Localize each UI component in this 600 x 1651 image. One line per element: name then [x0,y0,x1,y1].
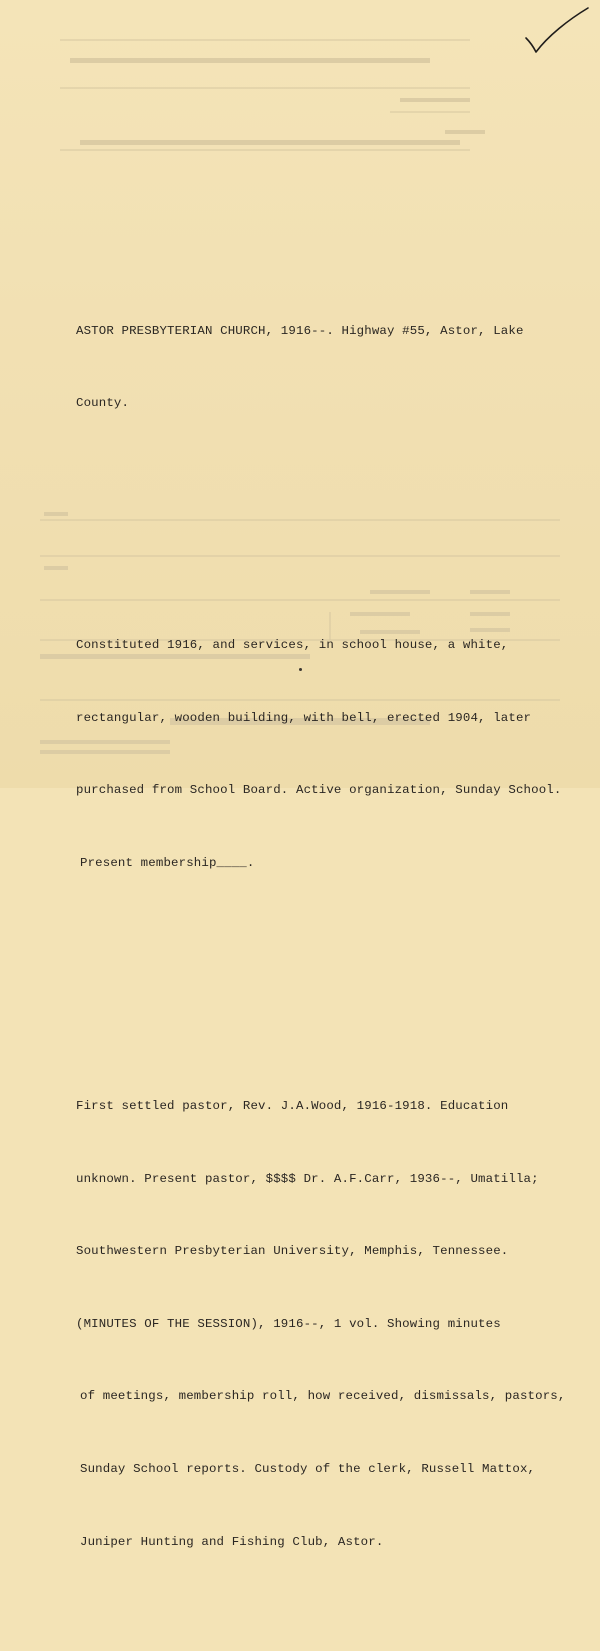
pastor-records-paragraph [76,1046,576,1603]
text-line: (MINUTES OF THE SESSION), 1916--, 1 vol. Showing minutes [76,1316,501,1331]
text-line: purchased from School Board. Active organization, Sunday School. [76,783,562,798]
checkmark-icon [522,6,592,56]
text-line: Sunday School reports. Custody of the clerk, Russell Mattox, [80,1461,536,1476]
paragraph-gap [76,972,576,997]
text-line: Southwestern Presbyterian University, Memphis, Tennessee. [76,1244,509,1259]
ink-dot [299,668,302,671]
text-line: Juniper Hunting and Fishing Club, Astor. [80,1534,384,1549]
heading-line: County. [76,396,130,411]
text-line: Constituted 1916, and services, in school house, a white, [76,638,509,653]
text-line: rectangular, wooden building, with bell, erected 1904, later [76,710,532,725]
text-line: First settled pastor, Rev. J.A.Wood, 1916-1918. Education [76,1098,509,1113]
constitution-paragraph [76,585,576,924]
heading-paragraph [76,270,576,464]
heading-line: ASTOR PRESBYTERIAN CHURCH, 1916--. Highway #55, Astor, Lake [76,323,524,338]
text-line: unknown. Present pastor, $$$$ Dr. A.F.Carr, 1936--, Umatilla; [76,1171,539,1186]
paragraph-gap [76,512,576,536]
text-line: Present membership____. [80,856,255,871]
text-line: of meetings, membership roll, how received, dismissals, pastors, [80,1389,566,1404]
typed-text-block [76,222,576,1651]
